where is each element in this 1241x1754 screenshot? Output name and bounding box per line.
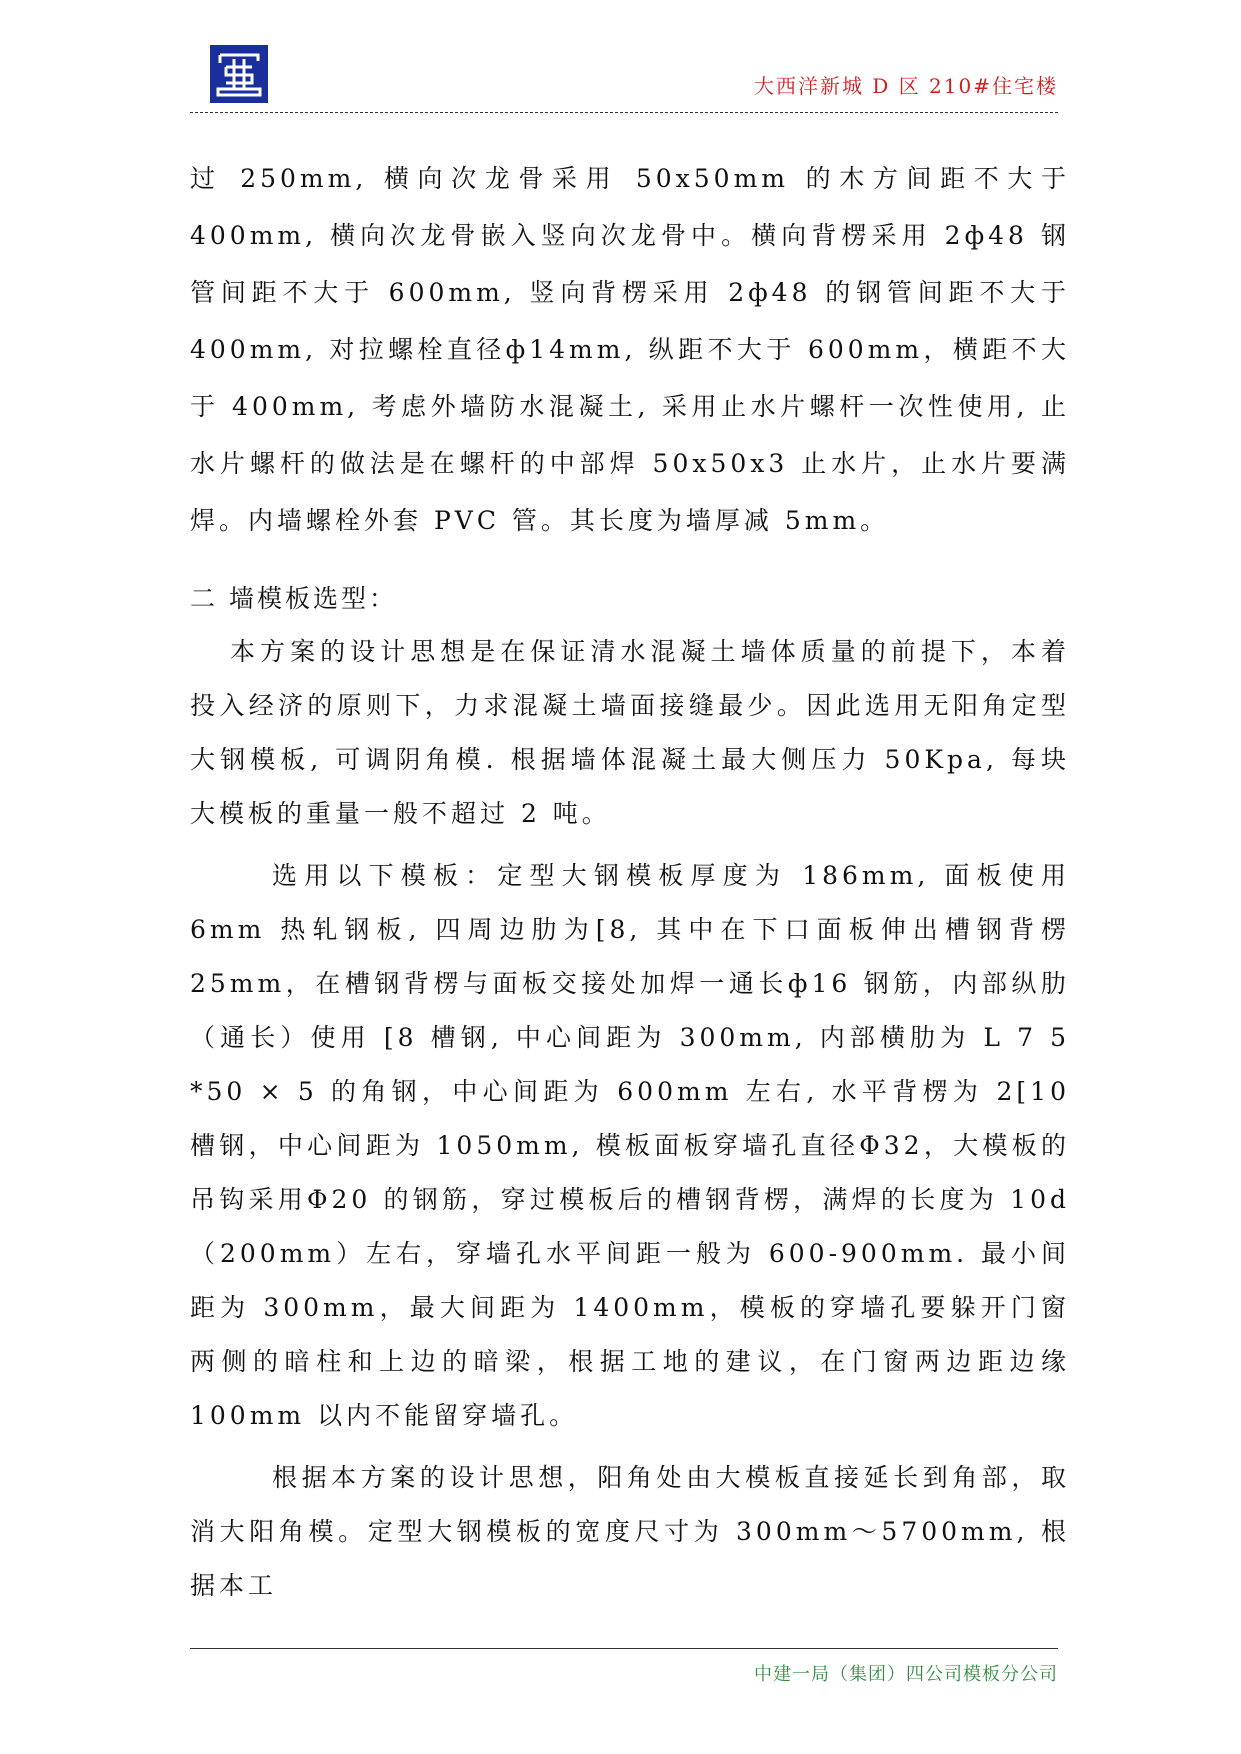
header-title: 大西洋新城 D 区 210#住宅楼 — [753, 74, 1058, 98]
section-heading: 二 墙模板选型： — [190, 584, 397, 613]
footer-divider — [190, 1648, 1058, 1649]
paragraph-continued: 过 250mm, 横向次龙骨采用 50x50mm 的木方间距不大于 400mm, 横向次龙骨嵌入竖向次龙骨中。横向背楞采用 2ф48 钢管间距不大于 600mm, 竖向背楞采用 2ф48 的钢管间距不大于 400mm, 对拉螺栓直径ф14mm, 纵距不大于 600mm，横距不大于 400mm, 考虑外墙防水混凝土, 采用止水片螺杆一次性使用, 止水片螺杆的做法是在螺杆的中部焊 50x50x3 止水片，止水片要满焊。内墙螺栓外套 PVC 管。其长度为墙厚减 5mm。 — [190, 164, 1070, 535]
cscec-logo-icon — [210, 45, 268, 103]
footer-company: 中建一局（集团）四公司模板分公司 — [754, 1664, 1058, 1685]
header-divider — [190, 112, 1058, 113]
paragraph-corner-design: 根据本方案的设计思想，阳角处由大模板直接延长到角部，取消大阳角模。定型大钢模板的宽度尺寸为 300mm～5700mm, 根据本工 — [190, 1463, 1070, 1600]
paragraph-formwork-selection: 选用以下模板：定型大钢模板厚度为 186mm, 面板使用 6mm 热轧钢板, 四周边肋为[8, 其中在下口面板伸出槽钢背楞 25mm，在槽钢背楞与面板交接处加焊一通长ф16 钢筋，内部纵肋（通长）使用 [8 槽钢, 中心间距为 300mm, 内部横肋为 L 7 5 *50 × 5 的角钢，中心间距为 600mm 左右, 水平背楞为 2[10 槽钢，中心间距为 1050mm, 模板面板穿墙孔直径Φ32，大模板的吊钩采用Φ20 的钢筋，穿过模板后的槽钢背楞，满焊的长度为 10d（200mm）左右，穿墙孔水平间距一般为 600-900mm. 最小间距为 300mm，最大间距为 1400mm，模板的穿墙孔要躲开门窗两侧的暗柱和上边的暗梁，根据工地的建议，在门窗两边距边缘 100mm 以内不能留穿墙孔。 — [190, 861, 1070, 1430]
cscec-logo — [210, 45, 268, 103]
document-body — [190, 150, 1070, 1613]
paragraph-design-idea: 本方案的设计思想是在保证清水混凝土墙体质量的前提下，本着投入经济的原则下，力求混凝土墙面接缝最少。因此选用无阳角定型大钢模板, 可调阴角模. 根据墙体混凝土最大侧压力 50Kpa, 每块大模板的重量一般不超过 2 吨。 — [190, 637, 1070, 828]
